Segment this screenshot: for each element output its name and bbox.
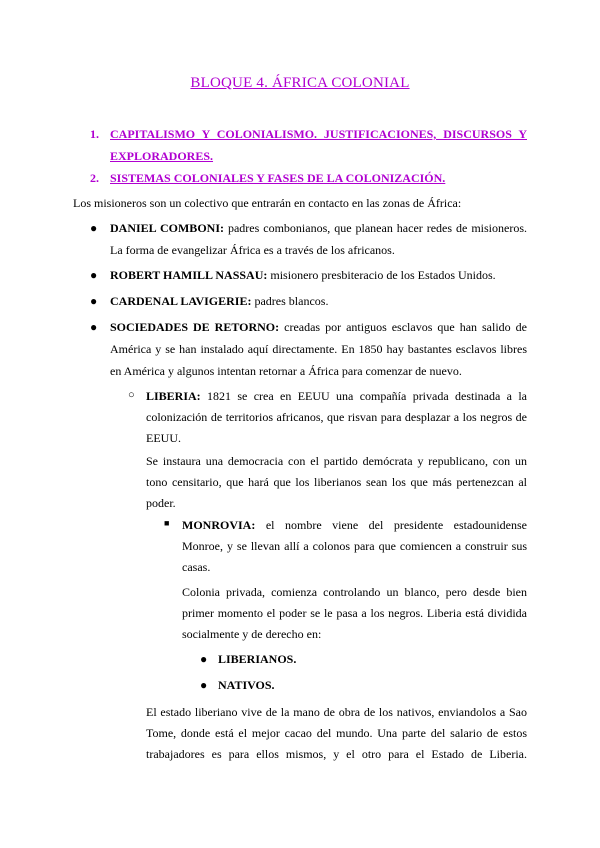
item-lavigerie-line-1 [110, 295, 328, 307]
item-sociedades-line-2: América y se han instalado aquí directamente. En 1850 hay bastantes esclavos libres [110, 342, 527, 356]
closing-line-2: Tome, donde está el mejor cacao del mundo. Una parte del salario de estos [146, 726, 527, 740]
bullet-icon: ● [200, 678, 208, 692]
closing-line-3: trabajadores es para ellos mismos, y el otro para el Estado de Liberia. [146, 747, 527, 761]
item-comboni-line-2: La forma de evangelizar África es a través de los africanos. [110, 243, 395, 257]
heading-1-line-2: EXPLORADORES. [110, 149, 214, 163]
item-lavigerie-text: padres blancos. [251, 294, 329, 308]
bullet-icon: ● [200, 652, 208, 666]
closing-line-1: El estado liberiano vive de la mano de obra de los nativos, enviandolos a Sao [146, 705, 527, 719]
heading-1-line-1: CAPITALISMO Y COLONIALISMO. JUSTIFICACIONES, DISCURSOS Y [110, 127, 527, 141]
monrovia-p2-line-3: socialmente y de derecho en: [182, 627, 322, 641]
item-nassau-text: misionero presbiteracio de los Estados Unidos. [267, 268, 496, 282]
monrovia-text: el nombre viene del presidente estadounidense [255, 518, 527, 532]
liberia-p2-line-1: Se instaura una democracia con el partido demócrata y republicano, con un [146, 454, 527, 468]
item-sociedades-line-3: en América y algunos intentan retornar a África para comenzar de nuevo. [110, 364, 462, 378]
liberia-text: 1821 se crea en EEUU una compañía privada destinada a la [200, 389, 527, 403]
bullet-icon: ● [90, 320, 98, 334]
page-title: BLOQUE 4. ÁFRICA COLONIAL [190, 75, 410, 91]
monrovia-name: MONROVIA: [182, 518, 256, 532]
item-sociedades-name: SOCIEDADES DE RETORNO: [110, 320, 280, 334]
square-bullet-icon: ■ [164, 518, 170, 528]
item-sociedades-line-1 [110, 321, 527, 333]
liberia-p2-line-2: tono censitario, que hará que los liberianos sean los que más pertenezcan al [146, 475, 527, 489]
item-comboni-name: DANIEL COMBONI: [110, 221, 224, 235]
heading-2-number: 2. [90, 171, 99, 185]
group-liberianos: LIBERIANOS. [218, 652, 297, 666]
item-comboni-text: padres combonianos, que planean hacer redes de misioneros. [223, 221, 527, 235]
monrovia-p2-line-2: primer momento el poder se le pasa a los negros. Liberia está dividida [182, 606, 527, 620]
item-lavigerie-name: CARDENAL LAVIGERIE: [110, 294, 252, 308]
group-nativos: NATIVOS. [218, 678, 275, 692]
liberia-p2-line-3: poder. [146, 496, 176, 510]
bullet-icon: ● [90, 268, 98, 282]
bullet-icon: ● [90, 294, 98, 308]
item-nassau-name: ROBERT HAMILL NASSAU: [110, 268, 268, 282]
item-sociedades-text: creadas por antiguos esclavos que han salido de [279, 320, 527, 334]
heading-1-number: 1. [90, 127, 99, 141]
monrovia-line-3: casas. [182, 560, 211, 574]
item-nassau-line-1 [110, 269, 496, 281]
monrovia-p2-line-1: Colonia privada, comienza controlando un blanco, pero desde bien [182, 585, 527, 599]
circle-bullet-icon: ○ [128, 389, 135, 401]
liberia-name: LIBERIA: [146, 389, 201, 403]
liberia-line-1 [146, 390, 527, 402]
monrovia-line-2: Monroe, y se llevan allí a colonos para que comiencen a construir sus [182, 539, 527, 553]
liberia-line-2: colonización de territorios africanos, que risvan para desplazar a los negros de [146, 410, 527, 424]
heading-2-line-1: SISTEMAS COLONIALES Y FASES DE LA COLONIZACIÓN. [110, 171, 446, 185]
liberia-line-3: EEUU. [146, 431, 181, 445]
item-comboni-line-1 [110, 222, 527, 234]
bullet-icon: ● [90, 221, 98, 235]
intro-text: Los misioneros son un colectivo que entrarán en contacto en las zonas de África: [73, 196, 462, 210]
monrovia-line-1 [182, 519, 527, 531]
